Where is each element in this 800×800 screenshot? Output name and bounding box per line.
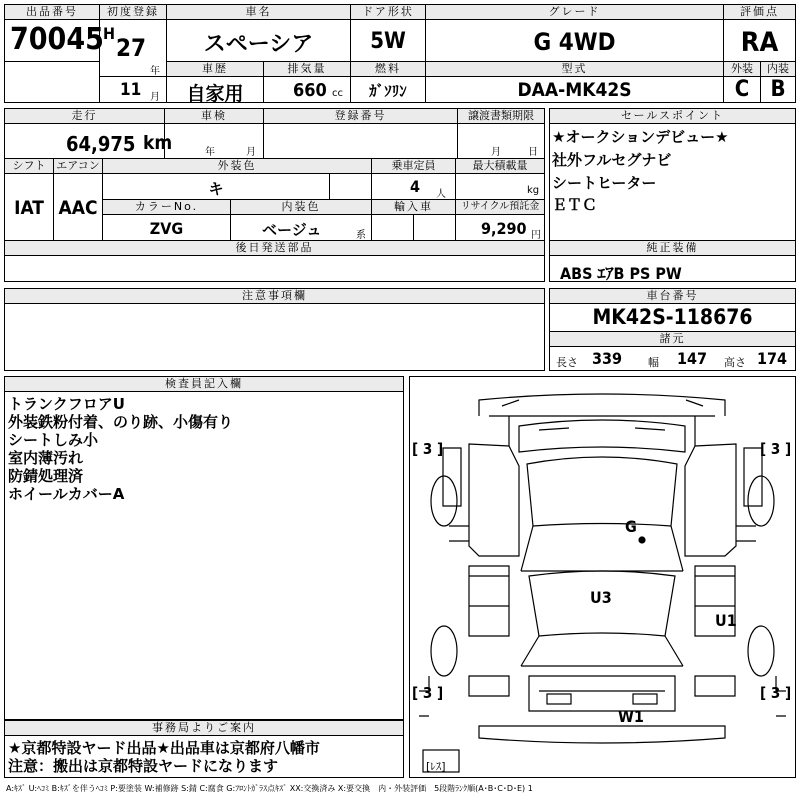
inspector-line: 室内薄汚れ [8, 449, 84, 467]
width: 147 [677, 349, 708, 368]
score: RA [740, 27, 779, 58]
car-diagram [409, 376, 796, 778]
color-no-label: カラーNo. [103, 200, 230, 215]
recycle-label: リサイクル預託金 [456, 200, 544, 215]
ext-grade: C [734, 77, 750, 102]
inspection-label: 車検 [165, 109, 263, 124]
ac: AAC [58, 197, 98, 219]
damage-mark-u3: U3 [590, 588, 612, 607]
transfer-label: 譲渡書類期限 [458, 109, 544, 124]
fuel-label: 燃料 [351, 62, 425, 77]
office-label: 事務局よりご案内 [5, 721, 403, 736]
score-label: 評価点 [724, 5, 795, 20]
grade: G 4WD [533, 28, 616, 56]
recycle-unit: 円 [531, 230, 541, 241]
reg-month: 11 [120, 80, 142, 100]
int-label: 内装 [761, 62, 795, 77]
history: 自家用 [186, 83, 244, 105]
length: 339 [592, 349, 623, 368]
name-label: 車名 [167, 5, 350, 20]
later-parts-label: 後日発送部品 [5, 241, 544, 256]
sales-point-item: ＥＴＣ [552, 196, 598, 214]
damage-mark-w1: W1 [618, 707, 644, 726]
history-label: 車歴 [167, 62, 263, 77]
interior-color-suffix: 系 [356, 230, 366, 241]
transfer-day-unit: 日 [528, 147, 538, 158]
sales-point-item: シートヒーター [552, 174, 657, 192]
month-unit: 月 [150, 92, 160, 103]
chassis-label: 車台番号 [550, 289, 795, 304]
color-label: 外装色 [103, 159, 371, 174]
color: キ [208, 180, 224, 198]
mileage-label: 走行 [5, 109, 164, 124]
car-name: スペーシア [203, 32, 314, 57]
shift-label: シフト [5, 159, 53, 174]
transfer-month-unit: 月 [491, 147, 501, 158]
damage-mark-u1: U1 [715, 611, 737, 630]
year-unit: 年 [150, 66, 160, 77]
shift: IAT [14, 197, 44, 219]
office-line: 注意：搬出は京都特設ヤードになります [8, 757, 279, 775]
ac-label: エアコン [54, 159, 102, 174]
tire-rear-left: [ 3 ] [412, 684, 444, 702]
load-label: 最大積載量 [456, 159, 544, 174]
model: DAA-MK42S [517, 79, 632, 101]
inspector-line: 外装鉄粉付着、のり跡、小傷有り [8, 413, 234, 431]
inspector-line: ホイールカバーA [8, 485, 125, 503]
inspector-line: シートしみ小 [8, 431, 99, 449]
inspector-label: 検査員記入欄 [5, 377, 403, 392]
disp-unit: cc [332, 88, 343, 99]
height: 174 [757, 349, 788, 368]
tire-front-right: [ 3 ] [760, 440, 792, 458]
tire-rear-right: [ 3 ] [760, 684, 792, 702]
interior-color: ベージュ [262, 221, 322, 239]
sales-point-item: 社外フルセグナビ [552, 151, 672, 169]
lot-label: 出品番号 [5, 5, 99, 20]
spare-tire-label: [ﾚｽ] [426, 760, 446, 773]
recycle: 9,290 [481, 219, 527, 238]
int-grade: B [770, 77, 786, 102]
ext-label: 外装 [724, 62, 760, 77]
lot-number: 70045 [10, 22, 104, 57]
chassis-number: MK42S-118676 [592, 305, 753, 329]
inspector-line: 防錆処理済 [8, 467, 84, 485]
width-label: 幅 [648, 356, 659, 369]
first-reg-label: 初度登録 [100, 5, 166, 20]
office-line: ★京都特設ヤード出品★出品車は京都府八幡市 [8, 739, 320, 757]
model-label: 型式 [426, 62, 723, 77]
dims-label: 諸元 [550, 331, 795, 347]
legend: A:ｷｽﾞ U:ﾍｺﾐ B:ｷｽﾞを伴うﾍｺﾐ P:要塗装 W:補修跡 S:錆 C:腐食 G:ﾌﾛﾝﾄｶﾞﾗｽ点ｷｽﾞ XX:交換済み X:要交換 内・外装評価 5段階ﾗﾝｸ順(A･B･C･D･E) 1 [6, 784, 533, 793]
insp-year-unit: 年 [205, 147, 215, 158]
sales-points-label: セールスポイント [550, 109, 795, 124]
mileage-unit: km [143, 132, 173, 154]
genuine-equipment: ABS ｴｱB PS PW [560, 264, 682, 283]
interior-color-label: 内装色 [231, 200, 371, 215]
capacity: 4 [410, 177, 421, 196]
inspector-line: トランクフロアU [8, 395, 125, 413]
length-label: 長さ [556, 356, 578, 369]
mileage: 64,975 [66, 132, 136, 156]
insp-month-unit: 月 [246, 147, 256, 158]
color-no: ZVG [149, 219, 184, 238]
reg-year: 27 [116, 34, 147, 62]
fuel: ｶﾞｿﾘﾝ [369, 82, 407, 100]
genuine-equipment-label: 純正装備 [550, 241, 795, 256]
era: H [103, 24, 116, 43]
door-type: 5W [370, 29, 406, 54]
displacement: 660 [293, 80, 327, 101]
sales-point-item: ★オークションデビュー★ [552, 128, 729, 146]
notes-label: 注意事項欄 [5, 289, 544, 304]
capacity-label: 乗車定員 [372, 159, 455, 174]
tire-front-left: [ 3 ] [412, 440, 444, 458]
damage-mark-g: G [625, 517, 637, 536]
capacity-unit: 人 [436, 189, 446, 200]
height-label: 高さ [724, 356, 746, 369]
load-unit: kg [527, 185, 540, 196]
import-label: 輸入車 [372, 200, 455, 215]
door-label: ドア形状 [351, 5, 425, 20]
plate-label: 登録番号 [264, 109, 457, 124]
grade-label: グレード [426, 5, 723, 20]
disp-label: 排気量 [264, 62, 350, 77]
